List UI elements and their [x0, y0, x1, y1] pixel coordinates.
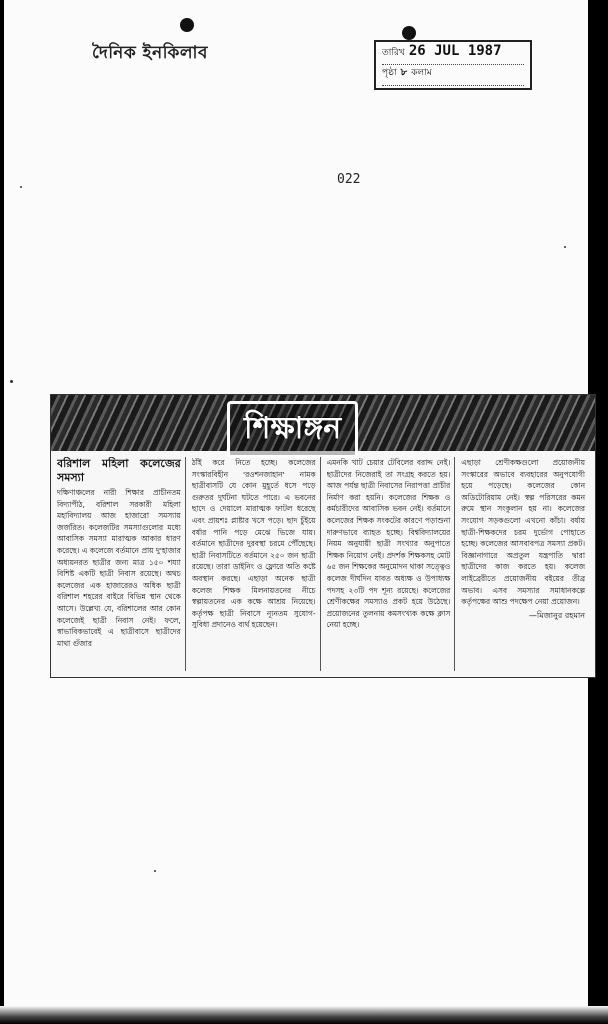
article-text: এমনকি খাট চেয়ার টেবিলের বরাদ্দ নেই। ছাত্রীদের নিজেরাই তা সংগ্রহ করতে হয়। আজ পর্যন্ত ছাত্রী নিবাসের নিরাপত্তা প্রাচীর নির্মাণ করা হয়নি। কলেজের শিক্ষক ও কর্মচারীদের আবাসিক ভবন নেই। বর্তমানে কলেজের শিক্ষক সংকটের কারণে পড়াশুনা দারুণভাবে ব্যাহত হচ্ছে। বিশ্ববিদ্যালয়ের নিয়ম অনুযায়ী ছাত্রী সংখ্যার অনুপাতে শিক্ষক নিয়োগ নেই। প্রদর্শক শিক্ষকসহ মোট ৬৫ জন শিক্ষকের অনুমোদন থাকা সত্ত্বেও কলেজ দীর্ঘদিন যাবত অধ্যক্ষ ও উপাধ্যক্ষ পদসহ ২৩টি পদ শূন্য রয়েছে। কলেজের শ্রেণীকক্ষের সমস্যাও প্রকট হয়ে উঠেছে। প্রয়োজনের তুলনায় কমসংখ্যক কক্ষে ক্লাস নেয়া হচ্ছে। [326, 458, 451, 630]
article-column [57, 457, 186, 671]
article-column [327, 457, 456, 671]
section-banner [51, 395, 595, 451]
article-column [192, 457, 321, 671]
date-stamp [374, 40, 532, 90]
section-title: শিক্ষাঙ্গন [227, 401, 358, 458]
newspaper-masthead: দৈনিক ইনকিলাব [92, 43, 208, 63]
article-headline: বরিশাল মহিলা কলেজের সমস্যা [57, 457, 181, 484]
scan-bottom-edge [0, 1006, 608, 1024]
archive-page-number: 022 [337, 172, 361, 187]
speck [10, 380, 13, 383]
speck [20, 186, 22, 188]
article-text: ঠাঁই করে নিতে হচ্ছে। কলেজের সংস্কারবিহীন 'রওশনজাহান' নামক ছাত্রীবাসটি যে কোন মুহূর্তে ধসে পড়ে গুরুতর দুর্ঘটনা ঘটতে পারে। এ ভবনের ছাদে ও দেয়ালে মারাত্মক ফাটল ধরেছে এবং প্রায়শঃ প্লাষ্টার খসে পড়ে। ছাদ চুঁইয়ে বর্ষার পানি পড়ে মেঝে ভিজে যায়। বর্তমানে ছাত্রীদের দুরবস্থা চরমে পৌঁছেছে। ছাত্রী নিবাসটিতে বর্তমানে ২৫০ জন ছাত্রী রয়েছে। তারা ডাইনিং ও ফ্লোরে অতি কষ্টে অবস্থান করছে। এছাড়া অনেক ছাত্রী কলেজ শিক্ষক মিলনায়তনের নীচে স্বল্পায়তনের এক কক্ষে আশ্রয় নিয়েছে। কর্তৃপক্ষ ছাত্রী নিবাসে ন্যূনতম সুযোগ-সুবিধা প্রদানেও ব্যর্থ হয়েছেন। [191, 458, 316, 630]
article-text: এছাড়া শ্রেণীকক্ষগুলো প্রয়োজনীয় সংস্কারের অভাবে ব্যবহারের অনুপযোগী হয়ে পড়েছে। কলেজের কোন অডিটোরিয়াম নেই। স্বল্প পরিসরের কমন রুমে স্থান সংকুলান হয় না। কলেজের সংযোগ সড়কগুলো এখনো কাঁচা। বর্ষায় ছাত্রী-শিক্ষকদের চরম দুর্ভোগ পোহাতে হচ্ছে। কলেজের আসবাবপত্র সমস্যা প্রকট। বিজ্ঞানাগারে অপ্রতুল যন্ত্রপাতি দ্বারা ছাত্রীদের কাজ করতে হয়। কলেজ লাইব্রেরীতে প্রয়োজনীয় বইয়ের তীব্র অভাব। এসব সমস্যার সমাধানকল্পে কর্তৃপক্ষের আশু পদক্ষেপ নেয়া প্রয়োজন। [461, 458, 585, 607]
article-column [461, 457, 589, 671]
column-label: কলাম [411, 68, 432, 78]
newspaper-clipping [50, 394, 596, 678]
page-value: ৮ [400, 67, 408, 78]
punch-hole [402, 26, 416, 40]
date-value: 26 JUL 1987 [408, 43, 502, 59]
article-byline: —মিজানুর রহমান [528, 610, 585, 620]
article-body [57, 457, 589, 671]
speck [564, 246, 566, 248]
page-label: পৃষ্ঠা [382, 68, 397, 78]
date-label: তারিখ [382, 48, 405, 58]
punch-hole [180, 18, 194, 32]
speck [154, 870, 156, 872]
article-text: দক্ষিণাঞ্চলের নারী শিক্ষার প্রাচীনতম বিদ্যাপীঠ, বরিশাল সরকারী মহিলা মহাবিদ্যালয় আজ হাজারো সমস্যায় জর্জরিত। কলেজটির সমস্যাগুলোর মধ্যে আবাসিক সমস্যা মারাত্মক আকার ধারণ করেছে। এ কলেজে বর্তমানে প্রায় দু'হাজার অধ্যয়নরত ছাত্রীর জন্য মাত্র ১৫০ শয্যা বিশিষ্ট একটি ছাত্রী নিবাস রয়েছে। অথচ কলেজের এক হাজারেরও অধিক ছাত্রী বরিশাল শহরের বাইরে বিভিন্ন স্থান থেকে আসে। উল্লেখ্য যে, বরিশালের আর কোন কলেজেই ছাত্রী নিবাস নেই। ফলে, স্বাভাবিকভাবেই এ ছাত্রীবাসে ছাত্রীদের মাথা গুঁজার [57, 488, 181, 648]
